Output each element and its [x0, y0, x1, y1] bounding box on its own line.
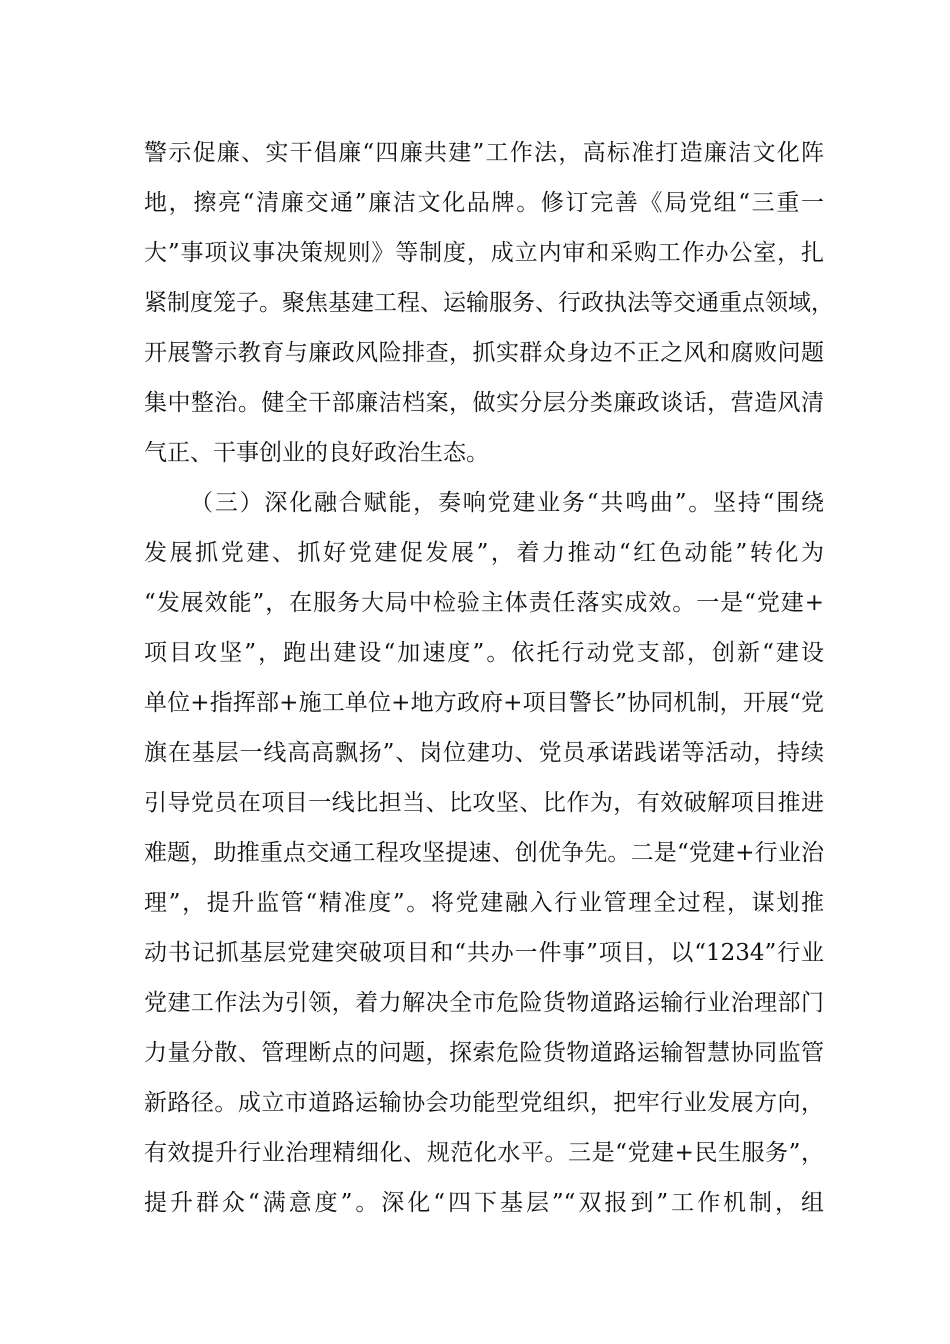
text-line: 单位+指挥部+施工单位+地方政府+项目警长”协同机制，开展“党	[144, 690, 824, 716]
text-line: 警示促廉、实干倡廉“四廉共建”工作法，高标准打造廉洁文化阵	[144, 140, 824, 166]
section-heading-line: （三）深化融合赋能，奏响党建业务“共鸣曲”。坚持“围绕	[190, 490, 824, 516]
text-line: 集中整治。健全干部廉洁档案，做实分层分类廉政谈话，营造风清	[144, 390, 824, 416]
text-line: 开展警示教育与廉政风险排查，抓实群众身边不正之风和腐败问题	[144, 340, 824, 366]
text-line: 提升群众“满意度”。深化“四下基层”“双报到”工作机制，组	[144, 1190, 824, 1216]
text-line: 地，擦亮“清廉交通”廉洁文化品牌。修订完善《局党组“三重一	[144, 190, 824, 216]
text-line: 理”，提升监管“精准度”。将党建融入行业管理全过程，谋划推	[144, 890, 824, 916]
text-line: “发展效能”，在服务大局中检验主体责任落实成效。一是“党建+	[144, 590, 824, 616]
text-line: 引导党员在项目一线比担当、比攻坚、比作为，有效破解项目推进	[144, 790, 824, 816]
text-line: 发展抓党建、抓好党建促发展”，着力推动“红色动能”转化为	[144, 540, 824, 566]
paragraph-integrity-culture	[144, 128, 834, 478]
text-line: 动书记抓基层党建突破项目和“共办一件事”项目，以“1234”行业	[144, 940, 824, 966]
text-line: 气正、干事创业的良好政治生态。	[144, 440, 489, 466]
text-line: 项目攻坚”，跑出建设“加速度”。依托行动党支部，创新“建设	[144, 640, 824, 666]
text-line: 力量分散、管理断点的问题，探索危险货物道路运输智慧协同监管	[144, 1040, 824, 1066]
paragraph-party-building-integration	[144, 478, 824, 1228]
text-line: 紧制度笼子。聚焦基建工程、运输服务、行政执法等交通重点领域，	[144, 290, 834, 316]
text-line: 新路径。成立市道路运输协会功能型党组织，把牢行业发展方向，	[144, 1090, 824, 1116]
text-line: 党建工作法为引领，着力解决全市危险货物道路运输行业治理部门	[144, 990, 824, 1016]
text-line: 难题，助推重点交通工程攻坚提速、创优争先。二是“党建+行业治	[144, 840, 824, 866]
text-line: 大”事项议事决策规则》等制度，成立内审和采购工作办公室，扎	[144, 240, 824, 266]
text-line: 旗在基层一线高高飘扬”、岗位建功、党员承诺践诺等活动，持续	[144, 740, 824, 766]
text-line: 有效提升行业治理精细化、规范化水平。三是“党建+民生服务”，	[144, 1140, 824, 1166]
